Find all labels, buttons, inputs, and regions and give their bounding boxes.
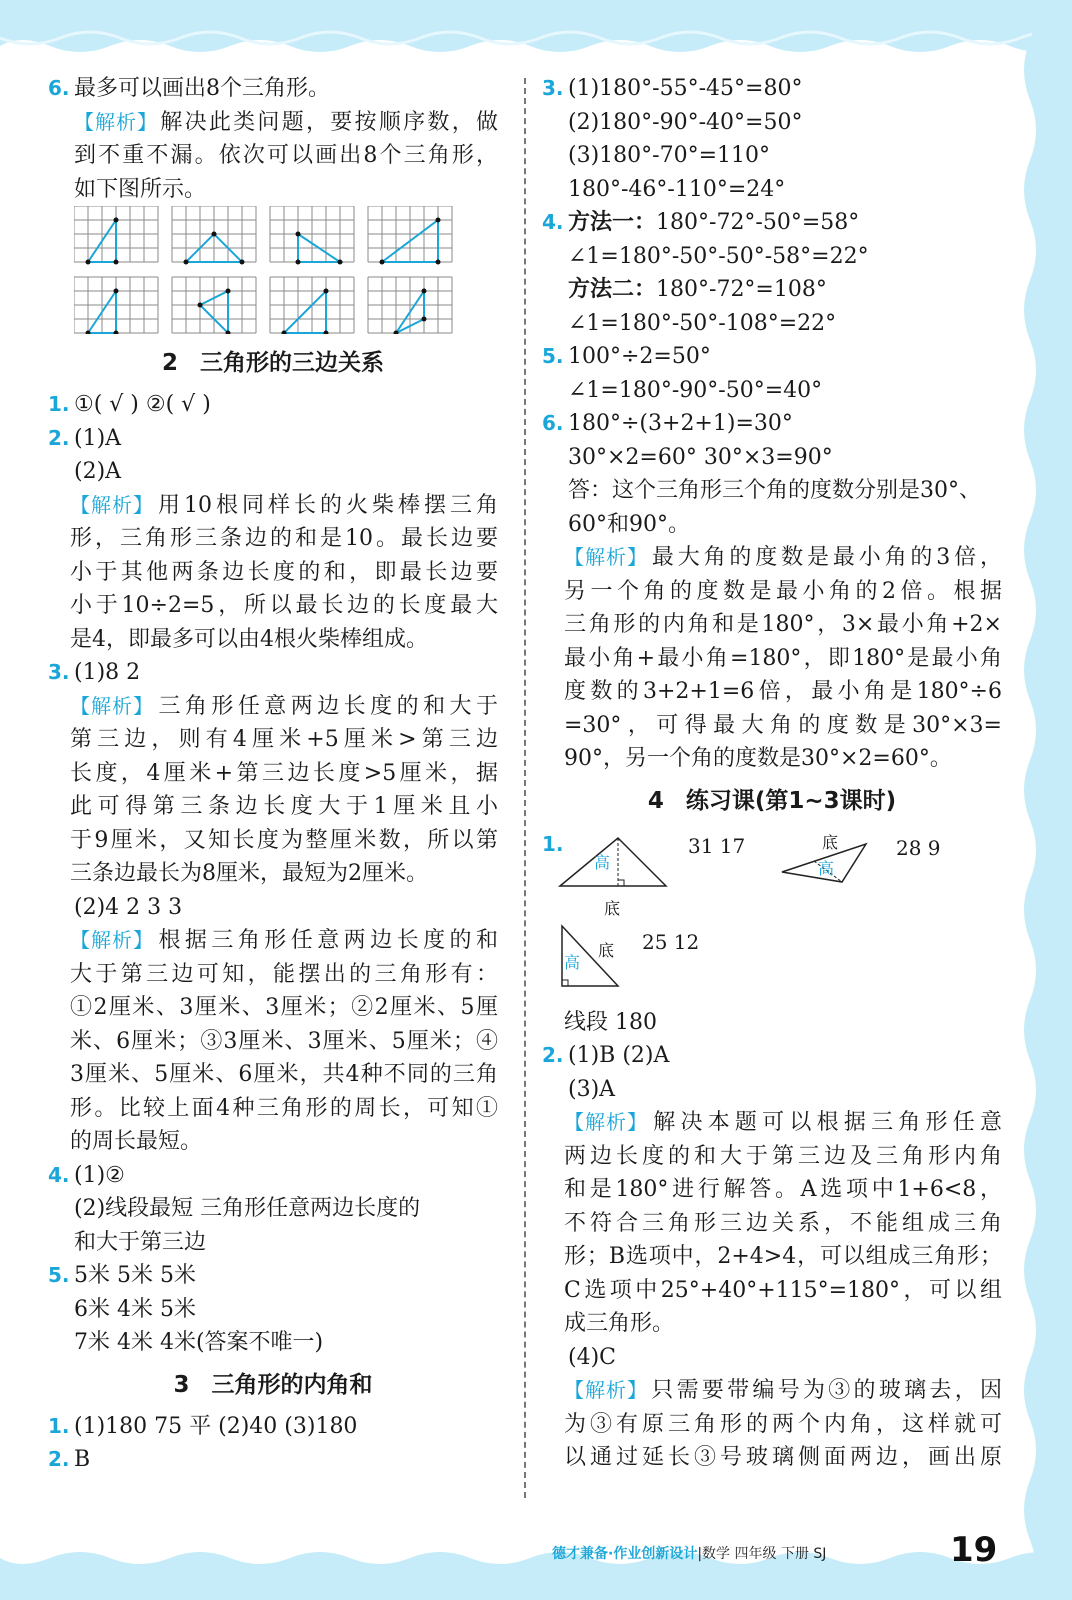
s2-q3-explain-4: 此可得第三条边长度大于1厘米且小 bbox=[70, 794, 498, 819]
s2-q5-l2: 6米 4米 5米 bbox=[74, 1296, 196, 1322]
section-2-title: 2 三角形的三边关系 bbox=[161, 350, 384, 376]
explain-tag: 【解析】 bbox=[70, 693, 154, 718]
s2-q5-l3: 7米 4米 4米(答案不唯一) bbox=[74, 1330, 324, 1355]
footer-info: |数学 四年级 下册 SJ bbox=[697, 1546, 827, 1562]
s2-q3-explain2-3: ①2厘米、3厘米、3厘米；②2厘米、5厘 bbox=[70, 995, 498, 1020]
s4-q2-explain2-3: 以通过延长③号玻璃侧面两边，画出原 bbox=[564, 1445, 1002, 1470]
q6-l4: 60°和90°。 bbox=[568, 511, 690, 537]
q3-l3: (3)180°-70°=110° bbox=[568, 143, 771, 168]
s2-q3-explain-5: 于9厘米，又知长度为整厘米数，所以第 bbox=[70, 827, 498, 853]
explain-tag: 【解析】 bbox=[70, 492, 154, 517]
s2-q2-a: 2. (1)A bbox=[48, 425, 122, 451]
grid-figure bbox=[368, 277, 452, 334]
decorative-frame-right bbox=[1002, 0, 1072, 1600]
q4-l2: ∠1=180°-50°-50°-58°=22° bbox=[568, 243, 869, 269]
triangle-2-values: 28 9 bbox=[896, 835, 941, 860]
explain-tag: 【解析】 bbox=[70, 928, 154, 952]
s2-q3-explain2-2: 大于第三边可知，能摆出的三角形有： bbox=[70, 961, 498, 987]
q6-explain-2: 到不重不漏。依次可以画出8个三角形， bbox=[74, 143, 498, 168]
s4-q2-explain-3: 和是180°进行解答。A选项中1+6<8， bbox=[564, 1177, 1002, 1202]
s2-q2-explain-3: 小于其他两条边长度的和，即最长边要 bbox=[70, 559, 498, 585]
s2-q3-explain2-1: 【解析】根据三角形任意两边长度的和 bbox=[48, 924, 498, 958]
section-3-title: 3 三角形的内角和 bbox=[173, 1371, 373, 1398]
s2-q3-a: 3. (1)8 2 bbox=[48, 660, 141, 685]
grid-figure bbox=[172, 206, 256, 265]
s3-q2: 2. B bbox=[48, 1447, 91, 1472]
s2-q5-l1: 5. 5米 5米 5米 bbox=[48, 1263, 196, 1288]
grid-figure bbox=[74, 206, 158, 265]
q4-l1: 4. 方法一：180°-72°-50°=58° bbox=[542, 210, 860, 235]
s3-q1: 1. (1)180 75 平 (2)40 (3)180 bbox=[48, 1413, 358, 1439]
s2-q4-b2: 和大于第三边 bbox=[74, 1229, 207, 1255]
q5-l1: 5. 100°÷2=50° bbox=[542, 344, 711, 369]
s4-q1-triangles-row2 bbox=[542, 922, 1002, 1006]
s4-q2-a: 2. (1)B (2)A bbox=[542, 1043, 670, 1068]
section-4-title: 4 练习课(第1~3课时) bbox=[647, 787, 897, 814]
s4-q2-explain-7: 成三角形。 bbox=[564, 1311, 675, 1336]
label-high: 高 bbox=[564, 952, 581, 972]
label-high: 高 bbox=[594, 852, 611, 872]
s4-q2-explain-6: C选项中25°+40°+115°=180°，可以组 bbox=[564, 1277, 1002, 1303]
s2-q3-explain-2: 第三边，则有4厘米+5厘米>第三边 bbox=[70, 727, 498, 752]
decorative-frame-top bbox=[0, 0, 1072, 70]
explain-tag: 【解析】 bbox=[564, 545, 648, 569]
label-base: 底 bbox=[598, 940, 615, 960]
left-column bbox=[48, 72, 498, 1477]
s4-q1-triangles-row1: 1. 高 底 31 17 底 高 28 9 bbox=[542, 831, 941, 918]
s4-q2-explain2-2: 为③有原三角形的两个内角，这样就可 bbox=[564, 1411, 1002, 1437]
q3-l4: 180°-46°-110°=24° bbox=[568, 176, 786, 202]
label-high: 高 bbox=[818, 858, 835, 878]
q3-l2: (2)180°-90°-40°=50° bbox=[568, 109, 803, 135]
q4-l3: 方法二：180°-72°=108° bbox=[568, 277, 827, 302]
s2-q3-explain2-6: 形。比较上面4种三角形的周长，可知① bbox=[70, 1095, 498, 1121]
grid-figure bbox=[368, 206, 452, 265]
s2-q4-a: 4. (1)② bbox=[48, 1162, 125, 1188]
s4-q2-explain2-1: 【解析】只需要带编号为③的玻璃去，因 bbox=[542, 1374, 1002, 1408]
s2-q2-explain-2: 形，三角形三条边的和是10。最长边要 bbox=[70, 526, 498, 551]
s4-q2-explain-2: 两边长度的和大于第三边及三角形内角 bbox=[564, 1143, 1002, 1169]
grid-figure bbox=[270, 277, 354, 334]
grid-figure bbox=[270, 206, 354, 265]
s4-q2-explain-1: 【解析】解决本题可以根据三角形任意 bbox=[542, 1106, 1002, 1140]
grid-figure bbox=[172, 277, 256, 334]
q6-l2: 30°×2=60° 30°×3=90° bbox=[568, 444, 833, 470]
s2-q2-explain-5: 是4，即最多可以由4根火柴棒组成。 bbox=[70, 626, 428, 652]
q6-answer-line: 6. 最多可以画出8个三角形。 bbox=[48, 76, 330, 101]
q6-explain-1: 【解析】解决此类问题，要按顺序数，做 bbox=[48, 106, 498, 140]
s4-q2-explain-5: 形；B选项中，2+4>4，可以组成三角形； bbox=[564, 1244, 1002, 1269]
s4-q2-explain-4: 不符合三角形三边关系，不能组成三角 bbox=[564, 1210, 1002, 1236]
q6-explain-5: 度数的3+2+1=6倍，最小角是180°÷6 bbox=[564, 679, 1002, 704]
s2-q2-explain-1: 【解析】用10根同样长的火柴棒摆三角 bbox=[48, 489, 498, 523]
label-base: 底 bbox=[822, 832, 839, 852]
label-base: 底 bbox=[604, 898, 621, 918]
column-divider bbox=[524, 78, 526, 1498]
triangle-3-values: 25 12 bbox=[642, 929, 700, 954]
q6-l1: 6. 180°÷(3+2+1)=30° bbox=[542, 411, 793, 436]
q6-explain-7: 90°，另一个角的度数是30°×2=60°。 bbox=[564, 746, 952, 771]
s4-q2-b: (3)A bbox=[568, 1076, 616, 1102]
s2-q3-explain-1: 【解析】三角形任意两边长度的和大于 bbox=[48, 690, 498, 724]
explain-tag: 【解析】 bbox=[564, 1378, 648, 1402]
q4-l4: ∠1=180°-50°-108°=22° bbox=[568, 310, 837, 336]
s4-q1-last: 线段 180 bbox=[564, 1009, 657, 1035]
q6-explain-3: 如下图所示。 bbox=[74, 176, 207, 202]
s4-q2-c: (4)C bbox=[568, 1344, 616, 1370]
q6-l3: 答：这个三角形三个角的度数分别是30°、 bbox=[568, 478, 981, 503]
s2-q3-explain-6: 三条边最长为8厘米，最短为2厘米。 bbox=[70, 861, 428, 886]
page-number: 19 bbox=[950, 1530, 998, 1570]
triangle-1-values: 31 17 bbox=[688, 833, 746, 858]
s2-q3-explain-3: 长度，4厘米+第三边长度>5厘米，据 bbox=[70, 760, 498, 786]
triangle-grid-figures bbox=[48, 206, 498, 338]
footer-brand: 德才兼备·作业创新设计 bbox=[552, 1546, 698, 1562]
triangle-figure-1 bbox=[558, 834, 670, 890]
explain-tag: 【解析】 bbox=[564, 1110, 648, 1134]
s2-q4-b1: (2)线段最短 三角形任意两边长度的 bbox=[74, 1196, 421, 1221]
right-column bbox=[542, 72, 1002, 1475]
s2-q2-explain-4: 小于10÷2=5，所以最长边的长度最大 bbox=[70, 593, 498, 618]
q5-l2: ∠1=180°-90°-50°=40° bbox=[568, 377, 823, 403]
q6-explain-2: 另一个角的度数是最小角的2倍。根据 bbox=[564, 578, 1002, 604]
page-footer bbox=[552, 1543, 952, 1573]
s2-q3-b: (2)4 2 3 3 bbox=[74, 894, 183, 920]
s2-q3-explain2-5: 3厘米、5厘米、6厘米，共4种不同的三角 bbox=[70, 1062, 498, 1087]
explain-tag: 【解析】 bbox=[74, 109, 158, 134]
q6-explain-3: 三角形的内角和是180°，3×最小角+2× bbox=[564, 612, 1002, 637]
s2-q3-explain2-4: 米、6厘米；③3厘米、3厘米、5厘米；④ bbox=[70, 1028, 498, 1054]
q6-explain-1: 【解析】最大角的度数是最小角的3倍， bbox=[542, 541, 1002, 575]
s2-q3-explain2-7: 的周长最短。 bbox=[70, 1129, 203, 1154]
q3-l1: 3. (1)180°-55°-45°=80° bbox=[542, 76, 803, 101]
q6-explain-6: =30°，可得最大角的度数是30°×3= bbox=[564, 712, 1002, 738]
s2-q2-b: (2)A bbox=[74, 459, 122, 484]
s2-q1: 1. ①( √ ) ②( √ ) bbox=[48, 392, 211, 417]
q6-explain-4: 最小角+最小角=180°，即180°是最小角 bbox=[564, 645, 1002, 671]
grid-figure bbox=[74, 277, 158, 334]
